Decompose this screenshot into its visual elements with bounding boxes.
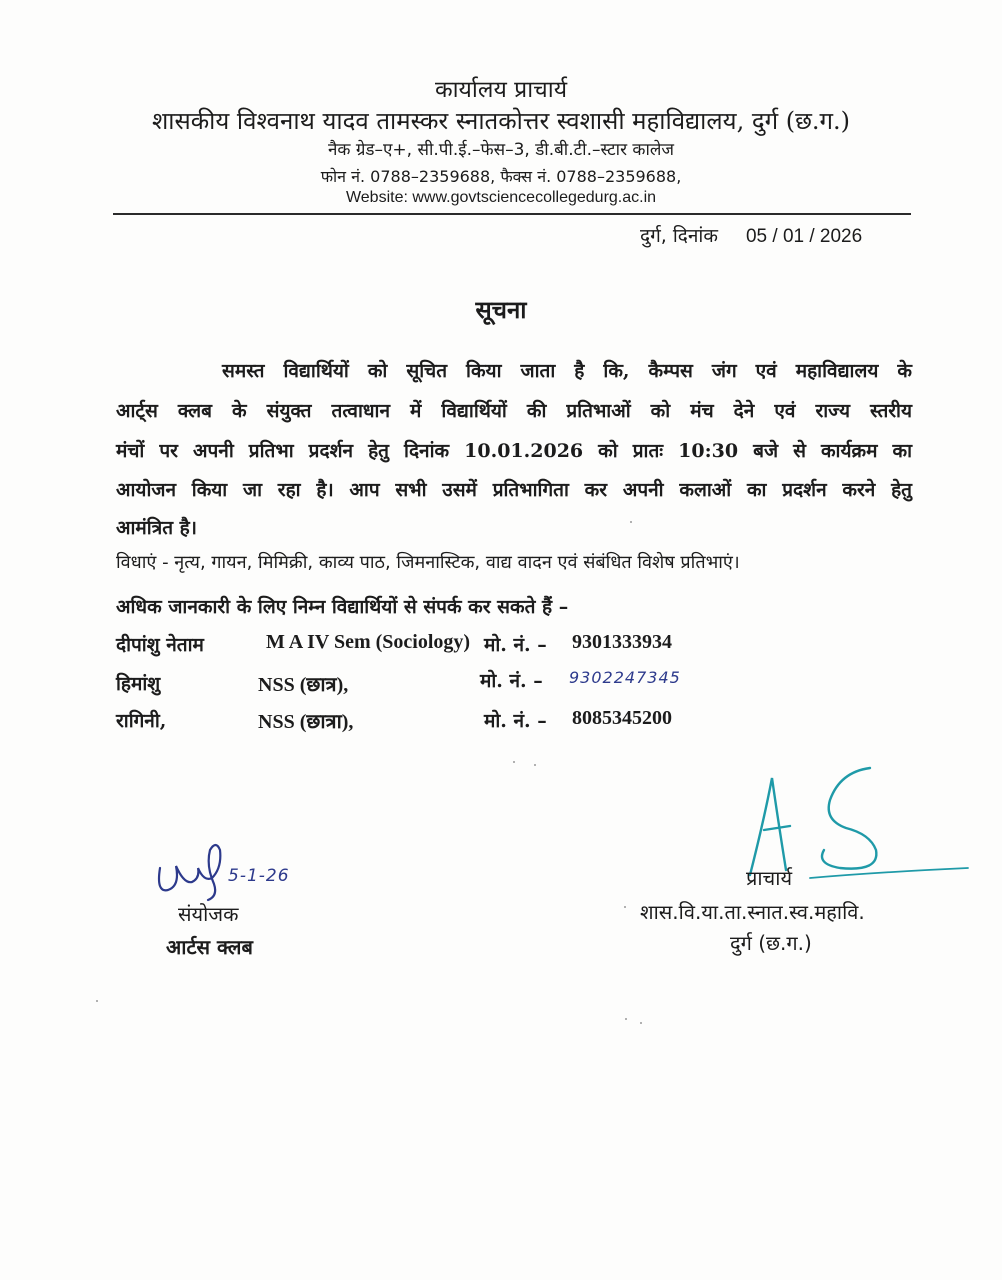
principal-org: शास.वि.या.ता.स्नात.स्व.महावि. [640, 900, 865, 924]
body-line-5: आमंत्रित है। [116, 517, 197, 539]
body-line-3: मंचों पर अपनी प्रतिभा प्रदर्शन हेतु दिनांक 10.01.2026 को प्रातः 10:30 बजे से कार्यक्रम का [116, 440, 912, 462]
website-line: Website: www.govtsciencecollegedurg.ac.in [345, 189, 657, 206]
contact-role-3: NSS (छात्रा), [258, 711, 354, 733]
contact-name-1: दीपांशु नेताम [116, 634, 204, 656]
genres-line: विधाएं - नृत्य, गायन, मिमिक्री, काव्य पाठ, जिमनास्टिक, वाद्य वादन एवं संबंधित विशेष प्रतिभाएं। [116, 552, 740, 573]
notice-title: सूचना [475, 295, 527, 324]
body-line-4: आयोजन किया जा रहा है। आप सभी उसमें प्रतिभागिता कर अपनी कलाओं का प्रदर्शन करने हेतु [116, 479, 912, 501]
contact-mobile-label-3: मो. नं. – [484, 710, 547, 732]
scan-speck [96, 1000, 98, 1002]
contact-mobile-1: 9301333934 [572, 631, 672, 653]
office-heading: कार्यालय प्राचार्य [434, 77, 568, 103]
scan-speck [624, 906, 626, 908]
header-divider [113, 213, 911, 215]
contact-role-2: NSS (छात्र), [258, 674, 349, 696]
scan-speck [630, 521, 632, 523]
contact-mobile-3: 8085345200 [572, 707, 672, 729]
principal-title: प्राचार्य [746, 866, 793, 890]
contact-role-1: M A IV Sem (Sociology) [266, 631, 471, 653]
phone-fax-line: फोन नं. 0788–2359688, फैक्स नं. 0788–2359688, [320, 167, 682, 186]
accreditation-line: नैक ग्रेड–ए+, सी.पी.ई.–फेस–3, डी.बी.टी.–स्टार कालेज [327, 140, 675, 160]
scan-speck [513, 761, 515, 763]
body-line-1: समस्त विद्यार्थियों को सूचित किया जाता है कि, कैम्पस जंग एवं महाविद्यालय के [222, 360, 912, 382]
date-label: दुर्ग, दिनांक [640, 225, 718, 247]
scan-speck [534, 764, 536, 766]
date-value: 05 / 01 / 2026 [745, 226, 863, 247]
coordinator-signature [150, 838, 240, 908]
college-name: शासकीय विश्वनाथ यादव तामस्कर स्नातकोत्तर स्वशासी महाविद्यालय, दुर्ग (छ.ग.) [151, 107, 851, 135]
contact-mobile-label-2: मो. नं. – [480, 670, 543, 692]
date-line [640, 222, 862, 248]
contact-name-3: रागिनी, [116, 710, 167, 732]
contact-name-2: हिमांशु [116, 673, 161, 695]
scan-speck [625, 1018, 627, 1020]
coordinator-signature-date: 5-1-26 [228, 866, 290, 886]
contact-mobile-label-1: मो. नं. – [484, 634, 547, 656]
more-info-line: अधिक जानकारी के लिए निम्न विद्यार्थियों से संपर्क कर सकते हैं – [116, 596, 569, 618]
coordinator-org: आर्टस क्लब [166, 935, 253, 959]
body-line-2: आर्ट्स क्लब के संयुक्त तत्वाधान में विद्यार्थियों की प्रतिभाओं को मंच देने एवं राज्य स्तरीय [116, 400, 912, 422]
principal-city: दुर्ग (छ.ग.) [730, 931, 812, 955]
coordinator-title: संयोजक [178, 902, 239, 926]
contact-mobile-2-handwritten: 9302247345 [569, 668, 681, 687]
scan-speck [640, 1022, 642, 1024]
